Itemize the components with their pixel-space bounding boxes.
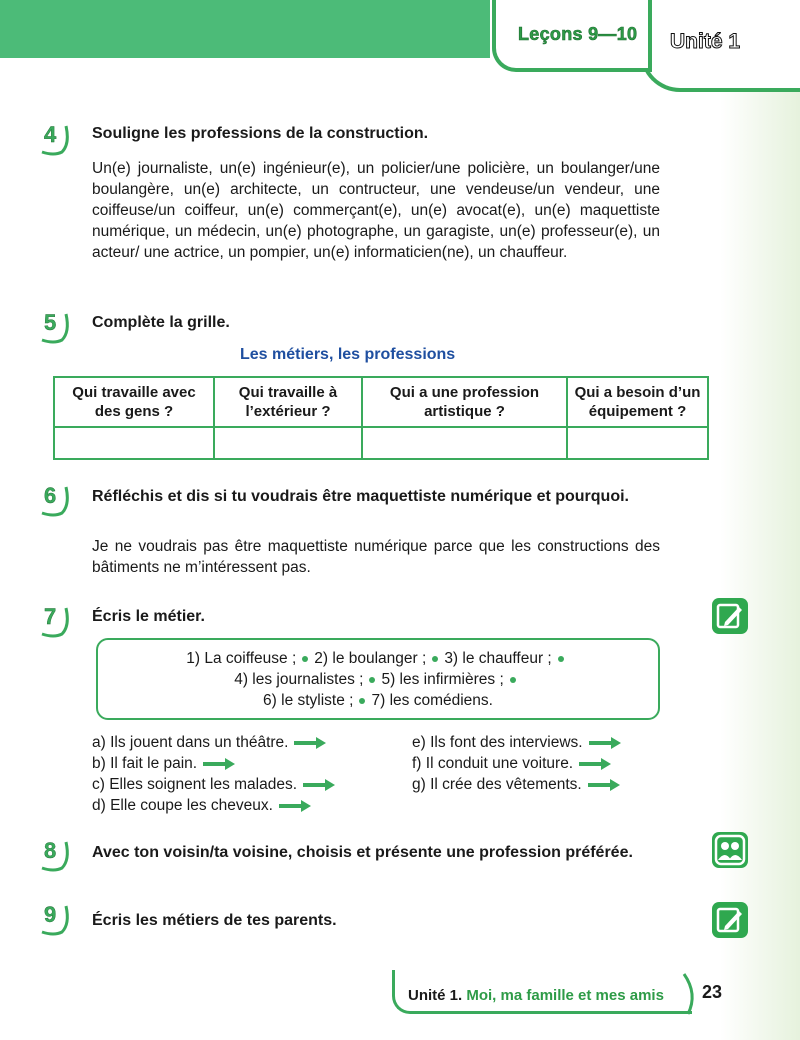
sentence-g: g) Il crée des vêtements. [412, 776, 620, 794]
exercise-7-instruction: Écris le métier. [92, 608, 205, 625]
answer-line-3: 6) le styliste ; 7) les comédiens. [263, 692, 493, 709]
pair-work-icon [712, 832, 748, 868]
exercise-5-instruction: Complète la grille. [92, 314, 230, 331]
exercise-4-instruction: Souligne les professions de la construction. [92, 125, 429, 142]
grid-title: Les métiers, les professions [240, 346, 456, 363]
grid-header-equipment: Qui a besoin d’un équipement ? [567, 377, 708, 427]
grid-header-artistic: Qui a une profession artistique ? [362, 377, 567, 427]
exercise-6-answer: Je ne voudrais pas être maquettiste numérique parce que les constructions des bâtiments ne m’intéressent pas. [92, 538, 660, 576]
sentence-d: d) Elle coupe les cheveux. [92, 797, 311, 815]
bullet-icon [432, 656, 438, 662]
pencil-icon [712, 902, 748, 938]
sentence-b: b) Il fait le pain. [92, 755, 235, 773]
exercise-number-8: 8 [40, 840, 70, 870]
bullet-icon [359, 698, 365, 704]
exercise-9-instruction: Écris les métiers de tes parents. [92, 912, 337, 929]
unit-label: Unité 1 [670, 30, 741, 53]
sentence-f: f) Il conduit une voiture. [412, 755, 611, 773]
bullet-icon [510, 677, 516, 683]
arrow-icon [589, 737, 621, 749]
page-number: 23 [702, 982, 723, 1002]
grid-cell[interactable] [567, 427, 708, 459]
grid-cell[interactable] [214, 427, 362, 459]
exercise-number-4: 4 [40, 124, 70, 154]
header-band [0, 0, 490, 58]
professions-grid [53, 376, 709, 460]
sentence-e: e) Ils font des interviews. [412, 734, 621, 752]
answer-line-1: 1) La coiffeuse ; 2) le boulanger ; 3) le chauffeur ; [98, 650, 658, 668]
grid-cell[interactable] [362, 427, 567, 459]
exercise-4-text: Un(e) journaliste, un(e) ingénieur(e), un policier/une policière, un boulanger/une boulangère, un(e) architecte, un contructeur, une vendeuse/un vendeur, une coiffeuse/un coiffeur, un(e) commerçant(e), un(e) avocat(e), un(e) maquettiste numérique, un médecin, un(e) photographe, un garagiste, un(e) professeur(e), un acteur/ une actrice, un pompier, un(e) informaticien(ne), un chauffeur. [92, 160, 660, 261]
bullet-icon [558, 656, 564, 662]
footer-curve-icon [680, 972, 704, 1016]
exercise-number-7: 7 [40, 606, 70, 636]
arrow-icon [279, 800, 311, 812]
grid-cell[interactable] [54, 427, 214, 459]
footer-unit-title: Unité 1. Moi, ma famille et mes amis [408, 987, 664, 1004]
exercise-number-5: 5 [40, 312, 70, 342]
pencil-icon [712, 598, 748, 634]
exercise-number-9: 9 [40, 904, 70, 934]
arrow-icon [303, 779, 335, 791]
grid-header-people: Qui travaille avec des gens ? [54, 377, 214, 427]
lessons-label: Leçons 9—10 [518, 24, 638, 44]
arrow-icon [294, 737, 326, 749]
bullet-icon [302, 656, 308, 662]
exercise-8-instruction: Avec ton voisin/ta voisine, choisis et présente une profession préférée. [92, 844, 633, 861]
answer-line-2: 4) les journalistes ; 5) les infirmières ; [98, 671, 658, 689]
grid-header-outside: Qui travaille à l’extérieur ? [214, 377, 362, 427]
sentence-a: a) Ils jouent dans un théâtre. [92, 734, 326, 752]
side-gradient [720, 90, 800, 1040]
answer-box [96, 638, 660, 720]
bullet-icon [369, 677, 375, 683]
arrow-icon [203, 758, 235, 770]
exercise-6-instruction: Réfléchis et dis si tu voudrais être maquettiste numérique et pourquoi. [92, 488, 629, 505]
arrow-icon [588, 779, 620, 791]
exercise-number-6: 6 [40, 485, 70, 515]
arrow-icon [579, 758, 611, 770]
sentence-c: c) Elles soignent les malades. [92, 776, 335, 794]
